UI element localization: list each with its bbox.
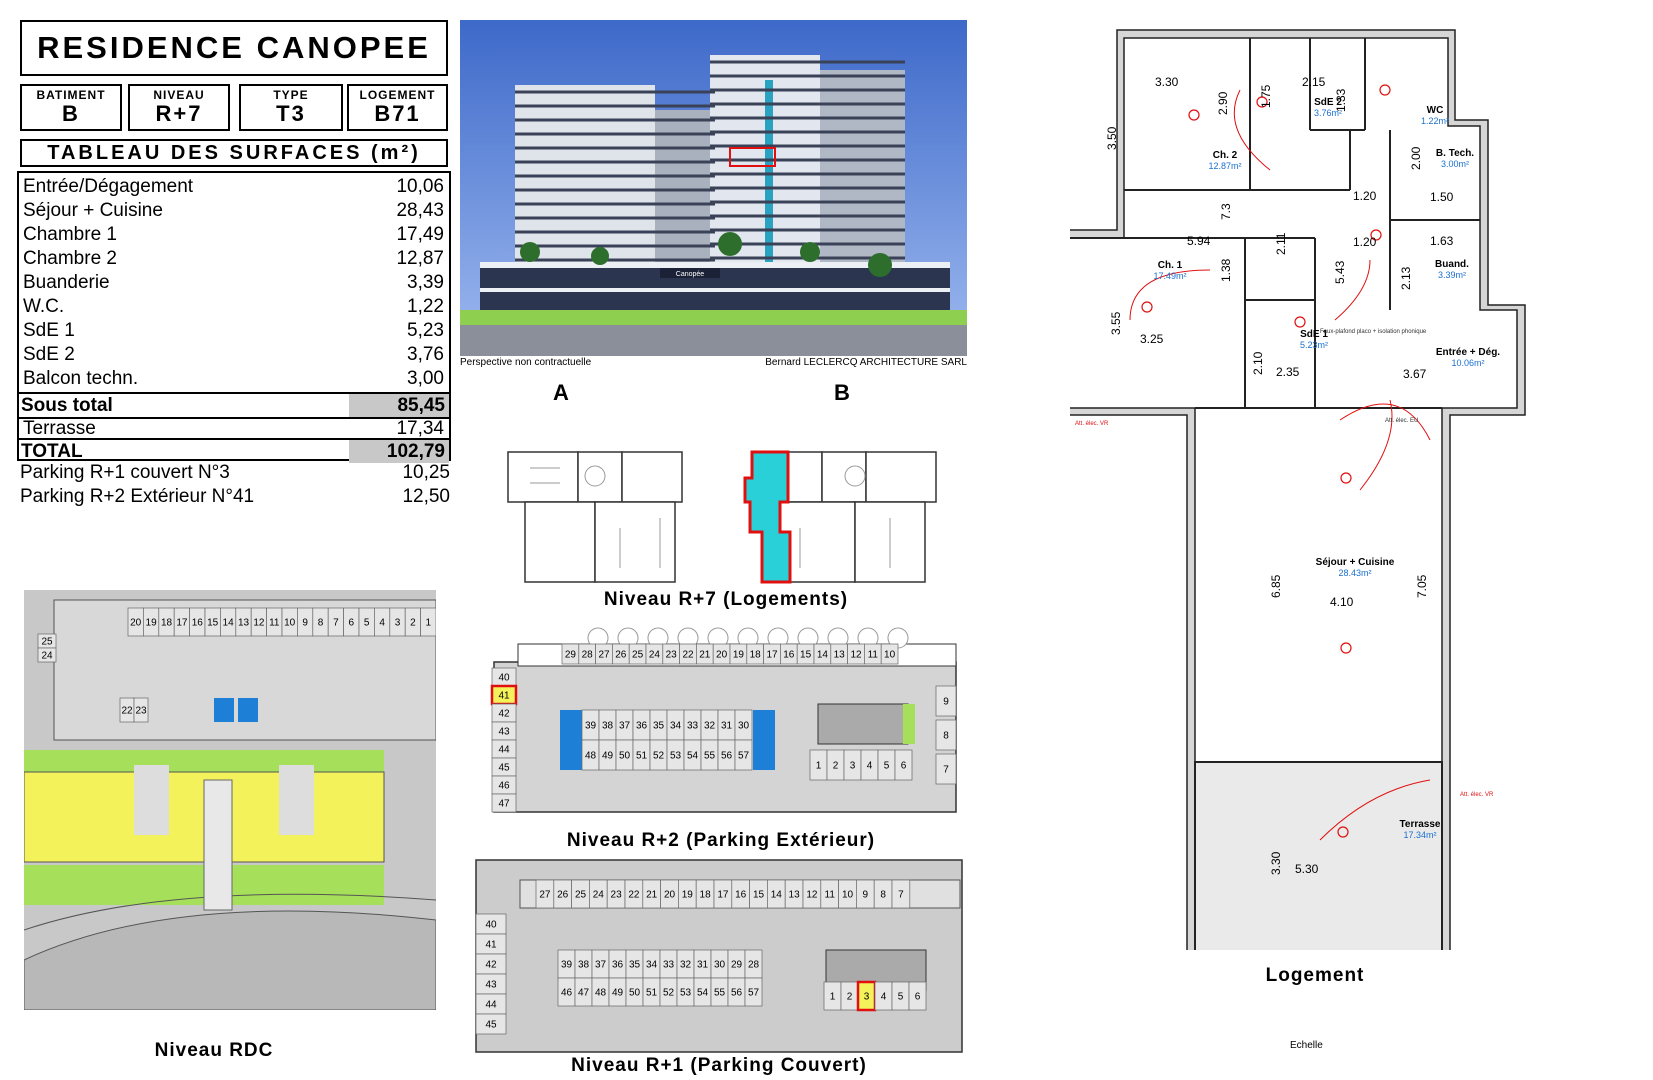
- logement-label: LOGEMENT: [359, 88, 436, 102]
- surfaces-title-text: TABLEAU DES SURFACES (m²): [47, 141, 421, 164]
- parking-spot-number: 14: [816, 649, 828, 661]
- parking-spot-number: 18: [749, 649, 761, 661]
- niveau-label: NIVEAU: [153, 88, 205, 102]
- dim-label: 2.00: [1409, 146, 1423, 170]
- parking-spot-number: 9: [862, 889, 869, 901]
- surface-row: [21, 223, 447, 246]
- parking-spot-number: 8: [317, 617, 324, 629]
- parking-spot-number: 15: [800, 649, 812, 661]
- parking-spot-number: 36: [635, 720, 648, 732]
- parking-spot-number: 35: [652, 720, 665, 732]
- parking-spot-number: 22: [682, 649, 694, 661]
- parking-spot-number: 15: [752, 889, 765, 901]
- dim-label: 4.10: [1330, 595, 1354, 609]
- parking-spot-number: 13: [833, 649, 845, 661]
- parking-spot-number: 20: [130, 617, 142, 629]
- plan-note: Att. élec. VR: [1075, 421, 1109, 427]
- surface-row: [21, 247, 447, 270]
- parking-spot-number: 31: [696, 959, 709, 971]
- parking-spot-number: 33: [662, 959, 675, 971]
- parking-spot-number: 10: [284, 617, 296, 629]
- parking-spot-number: 10: [841, 889, 854, 901]
- parking-spot-number: 56: [720, 750, 733, 762]
- parking-spot-number: 25: [41, 636, 53, 648]
- parking-value: 10,25: [402, 462, 450, 483]
- r7-caption: Niveau R+7 (Logements): [603, 589, 849, 610]
- total-value: 102,79: [386, 441, 445, 462]
- parking-spot-number: 57: [747, 987, 760, 999]
- parking-spot-number: 3: [863, 991, 870, 1003]
- room-area: 5.23m²: [1299, 340, 1329, 350]
- parking-spot-number: 56: [730, 987, 743, 999]
- dim-label: 1.20: [1353, 189, 1377, 203]
- parking-spot-number: 51: [635, 750, 648, 762]
- dim-label: 3.25: [1140, 332, 1164, 346]
- room-name: Séjour + Cuisine: [1315, 557, 1395, 568]
- parking-spot-number: 16: [191, 617, 203, 629]
- parking-spot-number: 1: [425, 617, 432, 629]
- room-area: 1.22m²: [1420, 116, 1450, 126]
- perspective-image: [460, 20, 967, 356]
- room-name: Ch. 2: [1212, 150, 1238, 161]
- total-row: [19, 438, 449, 463]
- logement-value: B71: [374, 101, 421, 126]
- parking-spot-number: 22: [121, 705, 133, 717]
- parking-spot-number: 1: [829, 991, 836, 1003]
- residence-title-text: RESIDENCE CANOPEE: [37, 30, 431, 65]
- parking-spot-number: 54: [696, 987, 709, 999]
- dim-label: 2.15: [1302, 75, 1326, 89]
- dim-label: 2.11: [1274, 232, 1288, 255]
- parking-spot-number: 44: [498, 744, 510, 756]
- dim-label: 1.75: [1259, 84, 1273, 108]
- parking-spot-number: 11: [269, 617, 280, 629]
- subtotal-row: [19, 392, 449, 419]
- r1-parking-plan: [474, 858, 964, 1054]
- room-area: 3.39m²: [1437, 270, 1467, 280]
- plan-note: Att. élec. VR: [1460, 792, 1494, 798]
- plan-note: Faux-plafond placo + isolation phonique: [1320, 329, 1427, 335]
- r7-plan: [500, 448, 952, 585]
- parking-spot-number: 53: [679, 987, 692, 999]
- dim-label: 2.10: [1251, 351, 1265, 375]
- parking-spot-number: 28: [581, 649, 593, 661]
- parking-label: Parking R+1 couvert N°3: [20, 462, 230, 483]
- dim-label: 1.50: [1430, 190, 1454, 204]
- parking-spot-number: 2: [410, 617, 416, 629]
- dim-label: 2.13: [1399, 266, 1413, 290]
- parking-spot-number: 18: [160, 617, 173, 629]
- surface-value: 3,00: [407, 368, 444, 389]
- batiment-value: B: [62, 101, 80, 126]
- surface-name: Séjour + Cuisine: [23, 200, 163, 221]
- room-area: 3.00m²: [1440, 159, 1470, 169]
- parking-spot-number: 17: [717, 889, 729, 901]
- parking-spot-number: 39: [584, 720, 597, 732]
- parking-spot-number: 28: [747, 959, 760, 971]
- parking-spot-number: 14: [222, 617, 234, 629]
- room-name: Buand.: [1435, 259, 1469, 270]
- type-cell: [239, 84, 343, 131]
- parking-spot-number: 36: [611, 959, 624, 971]
- parking-spot-number: 17: [766, 649, 778, 661]
- dim-label: 7.05: [1415, 574, 1429, 598]
- parking-spot-number: 53: [669, 750, 682, 762]
- parking-spot-number: 1: [815, 760, 822, 772]
- parking-spot-number: 14: [770, 889, 782, 901]
- dim-label: 3.30: [1269, 851, 1283, 875]
- parking-spot-number: 43: [498, 726, 510, 738]
- parking-spot-number: 24: [41, 650, 53, 662]
- surface-row: [21, 295, 447, 318]
- surface-name: SdE 1: [23, 320, 75, 341]
- room-name: Ch. 1: [1157, 260, 1183, 271]
- parking-spot-number: 52: [652, 750, 665, 762]
- parking-spot-number: 19: [732, 649, 744, 661]
- room-name: WC: [1426, 105, 1444, 116]
- rdc-plan: [24, 590, 436, 1010]
- parking-spot-number: 45: [498, 762, 510, 774]
- parking-spot-number: 19: [681, 889, 693, 901]
- surface-name: Chambre 1: [23, 224, 117, 245]
- parking-spot-number: 4: [379, 617, 385, 629]
- parking-spot-number: 55: [703, 750, 716, 762]
- parking-spot-number: 13: [237, 617, 250, 629]
- parking-spot-number: 9: [302, 617, 308, 629]
- surface-name: Buanderie: [23, 272, 110, 293]
- parking-spot-number: 8: [880, 889, 886, 901]
- parking-spot-number: 37: [594, 959, 607, 971]
- parking-spot-number: 43: [485, 979, 497, 991]
- total-label: TOTAL: [21, 441, 83, 462]
- parking-spot-number: 12: [850, 649, 862, 661]
- room-name: B. Tech.: [1435, 148, 1475, 159]
- parking-spot-number: 26: [557, 889, 569, 901]
- room-name: Entrée + Dég.: [1435, 347, 1501, 358]
- building-a-label: A: [553, 380, 569, 405]
- dim-label: 5.30: [1295, 862, 1319, 876]
- parking-spot-number: 57: [737, 750, 750, 762]
- r1-caption: Niveau R+1 (Parking Couvert): [571, 1055, 867, 1076]
- parking-spot-number: 21: [646, 889, 658, 901]
- dim-label: 5.94: [1187, 234, 1211, 248]
- parking-spot-number: 6: [900, 760, 907, 772]
- niveau-cell: [128, 84, 230, 131]
- parking-spot-number: 2: [832, 760, 839, 772]
- perspective-caption: Perspective non contractuelle: [460, 357, 592, 368]
- subtotal-label: Sous total: [21, 395, 113, 416]
- parking-spot-number: 2: [846, 991, 853, 1003]
- dim-label: 1.33: [1334, 88, 1348, 112]
- building-a-render: [515, 85, 715, 285]
- room-name: Terrasse: [1399, 819, 1441, 830]
- surface-row: [21, 319, 447, 342]
- surface-value: 17,49: [396, 224, 444, 245]
- room-area: 28.43m²: [1338, 568, 1372, 578]
- parking-spot-number: 33: [686, 720, 699, 732]
- parking-spot-number: 40: [498, 672, 510, 684]
- parking-spot-number: 42: [485, 959, 497, 971]
- parking-spot-number: 24: [648, 649, 660, 661]
- parking-spot-number: 30: [737, 720, 750, 732]
- terrace-value: 17,34: [396, 418, 444, 439]
- parking-spot-number: 3: [394, 617, 401, 629]
- r2-parking-plan: [478, 624, 964, 818]
- surface-value: 28,43: [396, 200, 444, 221]
- parking-spot-number: 18: [699, 889, 711, 901]
- architect-credit: Bernard LECLERCQ ARCHITECTURE SARL: [765, 357, 967, 368]
- parking-spot-number: 27: [598, 649, 610, 661]
- parking-spot-number: 15: [207, 617, 219, 629]
- dim-label: 3.55: [1109, 311, 1123, 335]
- surface-row: [21, 367, 447, 390]
- batiment-cell: [20, 84, 122, 131]
- parking-spot-number: 10: [884, 649, 896, 661]
- parking-spot-number: 51: [645, 987, 658, 999]
- parking-spot-number: 41: [498, 690, 510, 702]
- niveau-value: R+7: [155, 101, 203, 126]
- surfaces-title: [20, 139, 448, 167]
- parking-spot-number: 32: [679, 959, 692, 971]
- parking-spot-number: 7: [943, 764, 949, 776]
- surface-value: 5,23: [407, 320, 444, 341]
- parking-spot-number: 55: [713, 987, 726, 999]
- dim-label: 3.67: [1403, 367, 1427, 381]
- batiment-label: BATIMENT: [36, 88, 106, 102]
- apartment-floor-plan: [1070, 20, 1600, 950]
- plan-note: Att. élec. EU: [1385, 418, 1419, 424]
- dim-label: 3.50: [1105, 126, 1119, 150]
- room-area: 10.06m²: [1451, 358, 1485, 368]
- surface-row: [21, 271, 447, 294]
- surface-value: 1,22: [407, 296, 444, 317]
- parking-spot-number: 20: [663, 889, 676, 901]
- type-value: T3: [276, 101, 306, 126]
- subtotal-value: 85,45: [397, 395, 445, 416]
- parking-spot-number: 9: [943, 696, 949, 708]
- parking-spot-number: 13: [788, 889, 800, 901]
- parking-value: 12,50: [402, 486, 450, 507]
- parking-spot-number: 19: [145, 617, 157, 629]
- parking-spot-number: 3: [849, 760, 856, 772]
- parking-spot-number: 37: [618, 720, 631, 732]
- type-label: TYPE: [273, 88, 309, 102]
- parking-spot-number: 17: [176, 617, 188, 629]
- terrace-label: Terrasse: [23, 418, 96, 439]
- parking-spot-number: 50: [628, 987, 641, 999]
- dim-label: 1.20: [1353, 235, 1377, 249]
- parking-spot-number: 32: [703, 720, 716, 732]
- parking-spot-number: 38: [577, 959, 590, 971]
- parking-spot-number: 26: [615, 649, 627, 661]
- room-area: 17.49m²: [1153, 271, 1187, 281]
- surface-value: 3,39: [407, 272, 444, 293]
- parking-row: [20, 461, 450, 484]
- parking-spot-number: 46: [560, 987, 573, 999]
- parking-spot-number: 5: [363, 617, 370, 629]
- dim-label: 3.30: [1155, 75, 1179, 89]
- parking-spot-number: 8: [943, 730, 949, 742]
- parking-spot-number: 6: [348, 617, 355, 629]
- building-b-label: B: [834, 380, 850, 405]
- dim-label: 6.85: [1269, 574, 1283, 598]
- parking-spot-number: 4: [866, 760, 873, 772]
- parking-spot-number: 50: [618, 750, 631, 762]
- parking-spot-number: 7: [333, 617, 339, 629]
- surface-value: 3,76: [407, 344, 444, 365]
- parking-spot-number: 25: [574, 889, 587, 901]
- logement-caption: Logement: [1265, 965, 1365, 986]
- surface-name: Balcon techn.: [23, 368, 139, 389]
- parking-spot-number: 4: [880, 991, 887, 1003]
- logement-cell: [347, 84, 448, 131]
- dim-label: 2.35: [1276, 365, 1300, 379]
- parking-spot-number: 7: [898, 889, 904, 901]
- residence-title: [20, 20, 448, 76]
- parking-row: [20, 485, 450, 508]
- dim-label: 7.3: [1219, 203, 1233, 220]
- parking-spot-number: 41: [485, 939, 497, 951]
- parking-spot-number: 49: [611, 987, 624, 999]
- parking-spot-number: 52: [662, 987, 675, 999]
- parking-spot-number: 29: [564, 649, 576, 661]
- parking-label: Parking R+2 Extérieur N°41: [20, 486, 255, 507]
- surface-name: Chambre 2: [23, 248, 117, 269]
- parking-spot-number: 49: [601, 750, 614, 762]
- parking-spot-number: 29: [730, 959, 743, 971]
- parking-spot-number: 5: [897, 991, 904, 1003]
- dim-label: 1.63: [1430, 234, 1454, 248]
- parking-spot-number: 25: [632, 649, 644, 661]
- dim-label: 5.43: [1333, 260, 1347, 284]
- parking-spot-number: 35: [628, 959, 641, 971]
- parking-spot-number: 12: [253, 617, 265, 629]
- rdc-caption: Niveau RDC: [154, 1040, 274, 1061]
- parking-spot-number: 6: [914, 991, 921, 1003]
- parking-spot-number: 34: [645, 959, 658, 971]
- parking-spot-number: 47: [577, 987, 590, 999]
- terrace-row: [21, 417, 447, 440]
- surface-row: [21, 343, 447, 366]
- surface-name: W.C.: [23, 296, 65, 317]
- parking-spot-number: 44: [485, 999, 497, 1011]
- room-area: 12.87m²: [1208, 161, 1242, 171]
- parking-spot-number: 30: [713, 959, 726, 971]
- dim-label: 1.38: [1219, 258, 1233, 282]
- building-sign: Canopée: [675, 271, 705, 278]
- r2-caption: Niveau R+2 (Parking Extérieur): [566, 830, 876, 851]
- parking-spot-number: 48: [584, 750, 597, 762]
- parking-spot-number: 22: [628, 889, 640, 901]
- dim-label: 2.90: [1216, 91, 1230, 115]
- surface-name: Entrée/Dégagement: [23, 176, 194, 197]
- parking-spot-number: 47: [498, 798, 510, 810]
- parking-spot-number: 27: [539, 889, 551, 901]
- surface-row: [21, 199, 447, 222]
- parking-spot-number: 31: [720, 720, 733, 732]
- parking-spot-number: 42: [498, 708, 510, 720]
- parking-spot-number: 39: [560, 959, 573, 971]
- parking-spot-number: 45: [485, 1019, 497, 1031]
- surface-value: 10,06: [396, 176, 444, 197]
- surface-value: 12,87: [396, 248, 444, 269]
- room-name: SdE 2: [1314, 97, 1342, 108]
- surface-name: SdE 2: [23, 344, 75, 365]
- parking-spot-number: 20: [716, 649, 728, 661]
- parking-spot-number: 23: [610, 889, 622, 901]
- parking-spot-number: 24: [592, 889, 604, 901]
- parking-spot-number: 21: [699, 649, 711, 661]
- parking-spot-number: 16: [783, 649, 795, 661]
- scale-label: Echelle: [1290, 1040, 1323, 1051]
- parking-spot-number: 48: [594, 987, 607, 999]
- room-name: SdE 1: [1300, 329, 1328, 340]
- parking-spot-number: 40: [485, 919, 497, 931]
- parking-spot-number: 23: [135, 705, 147, 717]
- room-area: 3.76m²: [1313, 108, 1343, 118]
- surfaces-table: [17, 171, 451, 461]
- parking-spot-number: 23: [665, 649, 677, 661]
- parking-spot-number: 46: [498, 780, 510, 792]
- parking-spot-number: 12: [806, 889, 818, 901]
- surface-row: [21, 175, 447, 198]
- room-area: 17.34m²: [1403, 830, 1437, 840]
- parking-spot-number: 11: [824, 889, 835, 901]
- parking-spot-number: 38: [601, 720, 614, 732]
- parking-spot-number: 11: [867, 649, 878, 661]
- parking-spot-number: 34: [669, 720, 682, 732]
- parking-spot-number: 16: [735, 889, 747, 901]
- parking-spot-number: 54: [686, 750, 699, 762]
- parking-spot-number: 5: [883, 760, 890, 772]
